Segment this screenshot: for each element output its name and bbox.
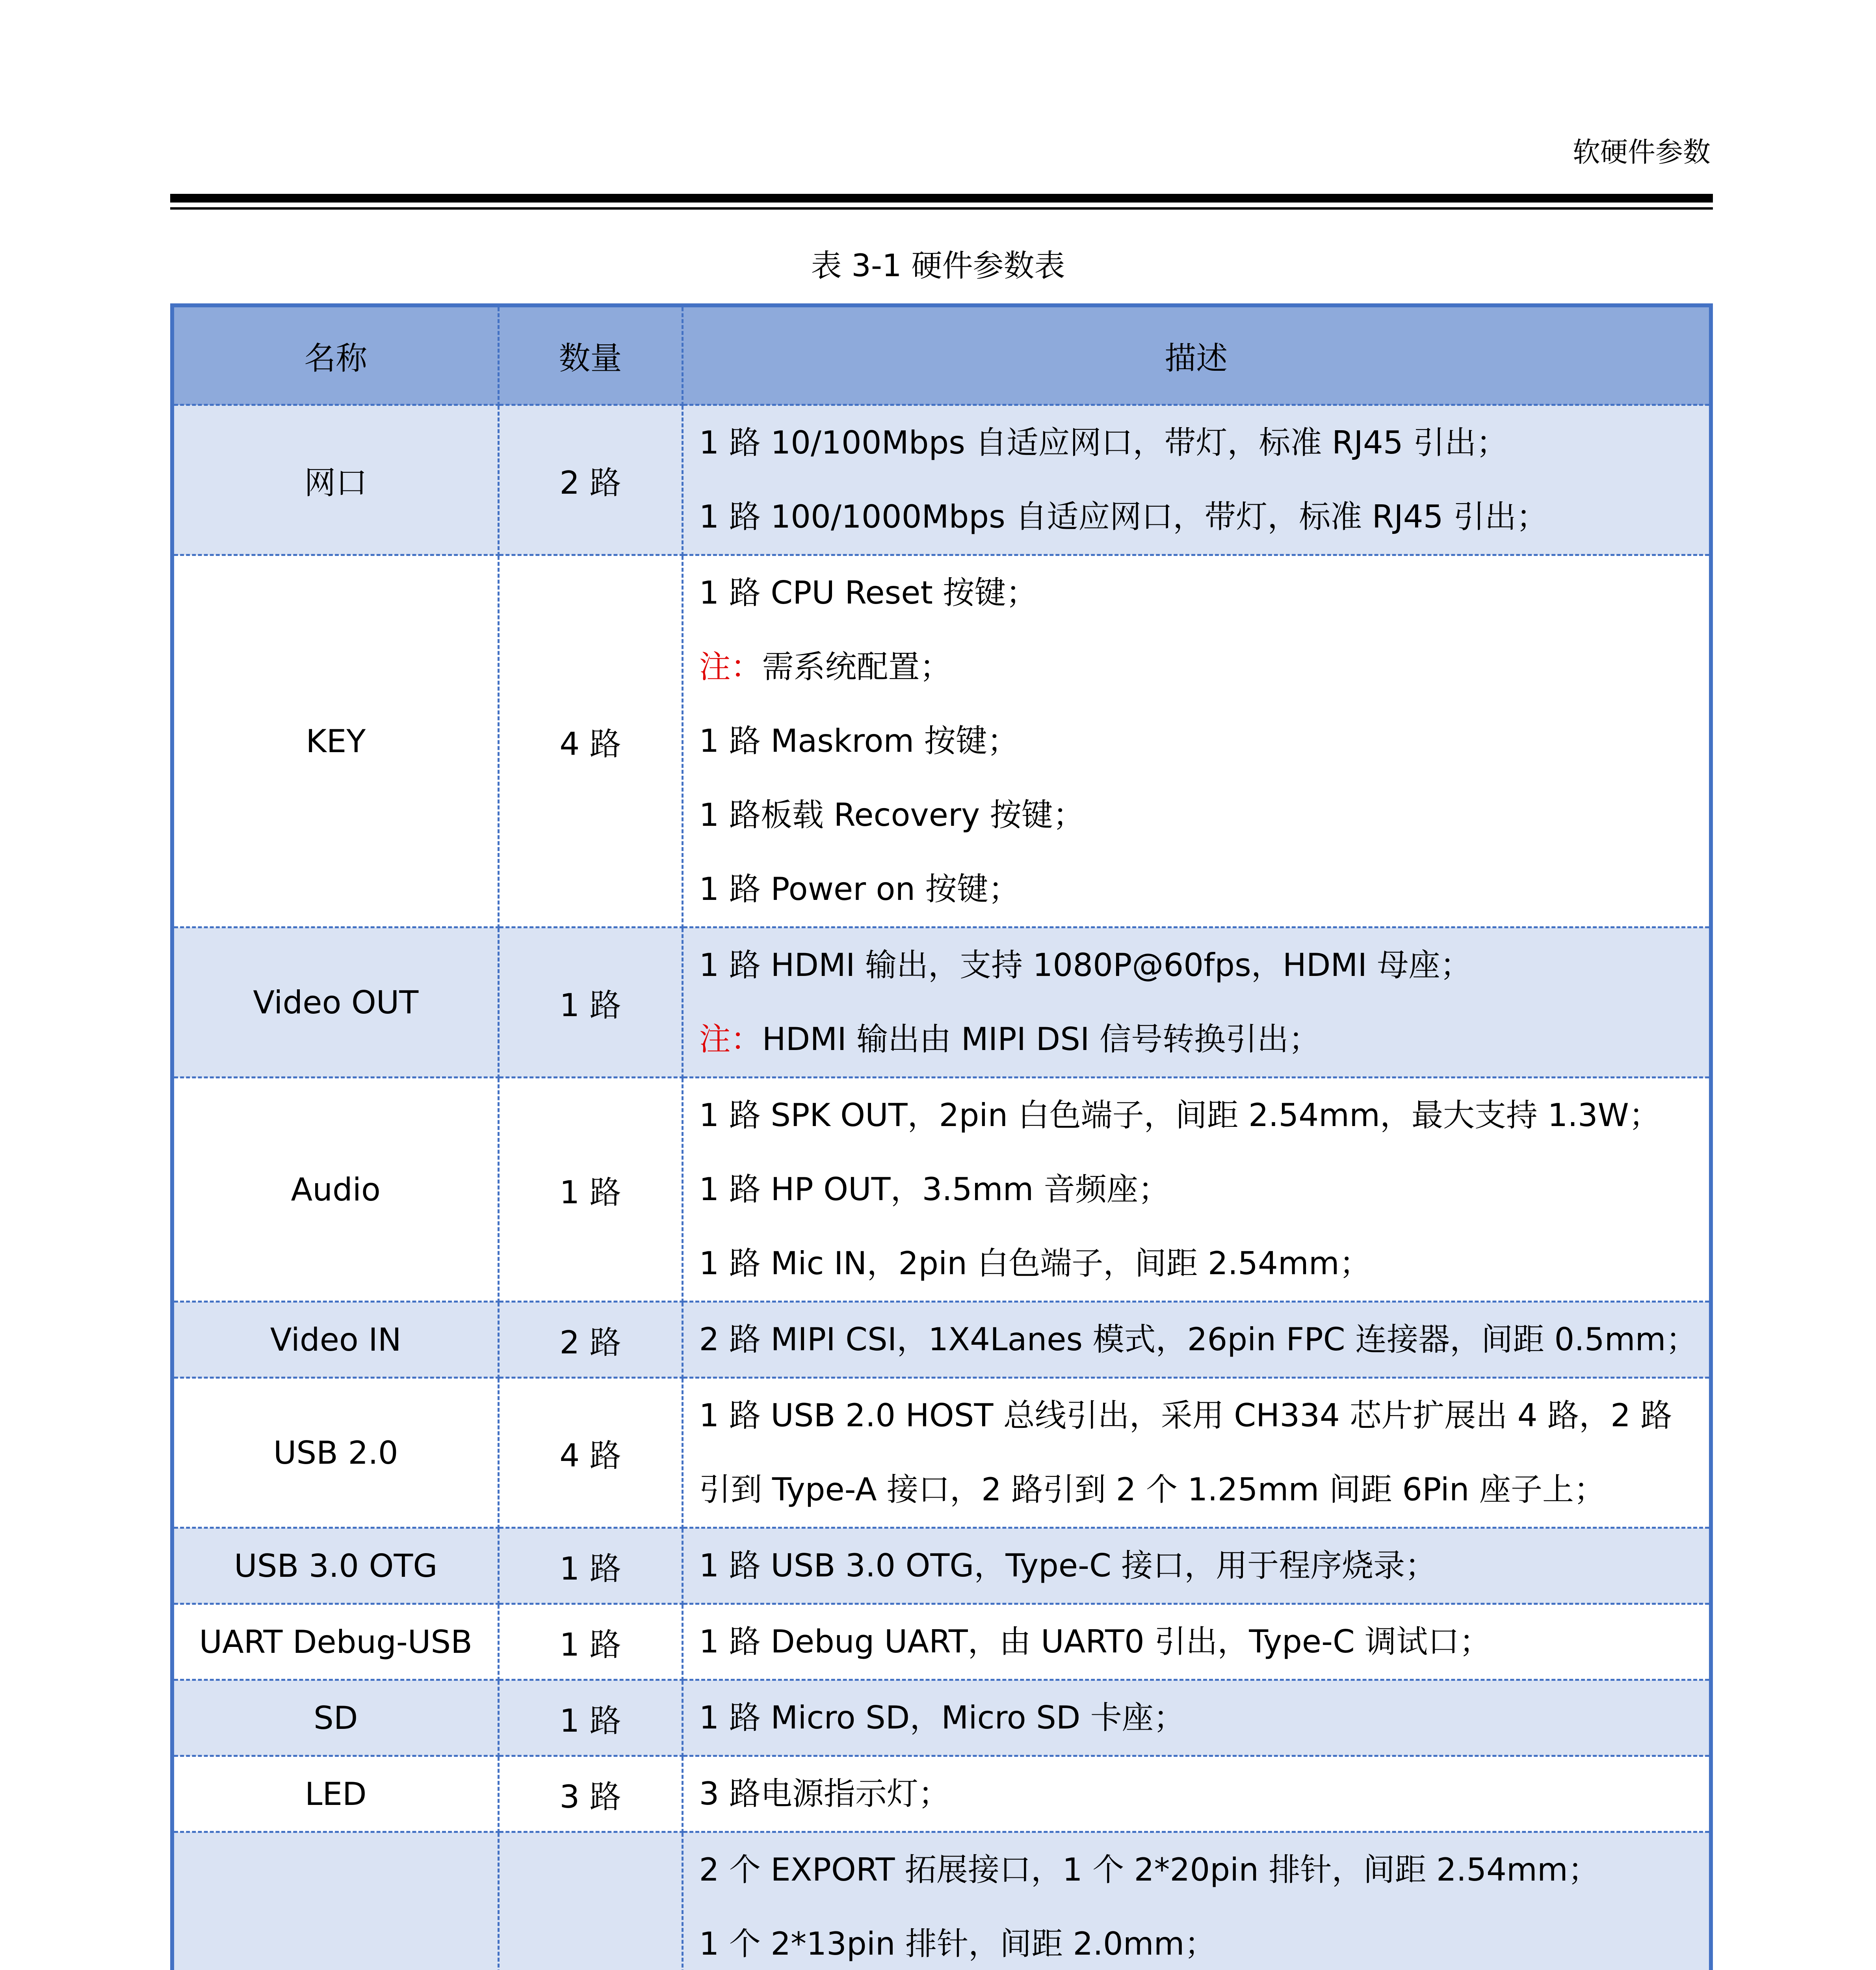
table-row — [172, 555, 1711, 927]
description-text: 2 个 EXPORT 拓展接口，1 个 2*20pin 排针，间距 2.54mm； — [699, 1851, 1599, 1888]
description-text: 1 路 SPK OUT，2pin 白色端子，间距 2.54mm，最大支持 1.3W； — [699, 1097, 1661, 1134]
description-line — [699, 778, 1694, 852]
cell-quantity: 2 路 — [498, 1302, 682, 1378]
cell-description — [682, 1604, 1711, 1680]
description-text: 1 路 USB 3.0 OTG，Type-C 接口，用于程序烧录； — [699, 1547, 1437, 1584]
section-header: 软硬件参数 — [1573, 136, 1711, 168]
cell-description — [682, 1680, 1711, 1756]
description-line — [699, 1078, 1694, 1152]
cell-name: KEY — [172, 555, 498, 927]
description-line — [699, 1529, 1694, 1603]
cell-name: Audio — [172, 1078, 498, 1302]
description-line — [699, 928, 1694, 1002]
description-text: 1 路板载 Recovery 按键； — [699, 797, 1085, 833]
cell-quantity: 3 路 — [498, 1756, 682, 1832]
description-line — [699, 556, 1694, 630]
description-line — [699, 630, 1694, 704]
header-rule-thick — [170, 194, 1713, 203]
description-text: 1 路 Micro SD，Micro SD 卡座； — [699, 1699, 1185, 1736]
description-text: 1 路 CPU Reset 按键； — [699, 574, 1038, 611]
description-text: 3 路电源指示灯； — [699, 1775, 950, 1812]
description-line — [699, 1227, 1694, 1301]
cell-name: Video IN — [172, 1302, 498, 1378]
cell-description — [682, 405, 1711, 555]
description-text: 1 路 HP OUT，3.5mm 音频座； — [699, 1171, 1170, 1208]
cell-quantity: 1 路 — [498, 1604, 682, 1680]
header-rule-thin — [170, 207, 1713, 210]
cell-name — [172, 1832, 498, 1970]
table-row — [172, 405, 1711, 555]
description-line — [699, 1605, 1694, 1679]
table-row — [172, 927, 1711, 1078]
note-label: 注： — [699, 649, 762, 685]
note-label: 注： — [699, 1021, 762, 1057]
cell-description — [682, 1528, 1711, 1604]
cell-name: USB 3.0 OTG — [172, 1528, 498, 1604]
cell-quantity: 1 路 — [498, 927, 682, 1078]
cell-description — [682, 1378, 1711, 1528]
col-header-name: 名称 — [172, 305, 498, 405]
description-text: 1 路 USB 2.0 HOST 总线引出，采用 CH334 芯片扩展出 4 路，2 路 — [699, 1397, 1672, 1434]
description-text: 1 路 10/100Mbps 自适应网口，带灯，标准 RJ45 引出； — [699, 424, 1508, 461]
table-row — [172, 1832, 1711, 1970]
cell-quantity: 1 路 — [498, 1680, 682, 1756]
description-text: 1 个 2*13pin 排针，间距 2.0mm； — [699, 1925, 1216, 1962]
table-row — [172, 1680, 1711, 1756]
cell-name: UART Debug-USB — [172, 1604, 498, 1680]
col-header-qty: 数量 — [498, 305, 682, 405]
cell-quantity: 4 路 — [498, 1378, 682, 1528]
cell-name: LED — [172, 1756, 498, 1832]
description-text: 1 路 100/1000Mbps 自适应网口，带灯，标准 RJ45 引出； — [699, 498, 1548, 535]
table-row — [172, 1078, 1711, 1302]
col-header-desc: 描述 — [682, 305, 1711, 405]
description-line — [699, 1833, 1694, 1907]
description-line — [699, 1681, 1694, 1755]
description-line — [699, 480, 1694, 554]
table-row — [172, 1378, 1711, 1528]
description-text: 1 路 Maskrom 按键； — [699, 723, 1019, 759]
cell-name: SD — [172, 1680, 498, 1756]
cell-quantity: 2 路 — [498, 405, 682, 555]
description-line — [699, 1453, 1694, 1527]
description-line — [699, 1757, 1694, 1831]
table-caption: 表 3-1 硬件参数表 — [811, 248, 1065, 284]
cell-description — [682, 1078, 1711, 1302]
description-text: 需系统配置； — [762, 649, 951, 685]
hardware-spec-table — [170, 303, 1713, 1970]
cell-quantity: 1 路 — [498, 1528, 682, 1604]
cell-description — [682, 1302, 1711, 1378]
description-line — [699, 406, 1694, 480]
cell-name: USB 2.0 — [172, 1378, 498, 1528]
description-text: 1 路 HDMI 输出，支持 1080P@60fps，HDMI 母座； — [699, 947, 1472, 983]
description-line — [699, 1303, 1698, 1377]
cell-quantity — [498, 1832, 682, 1970]
cell-quantity: 1 路 — [498, 1078, 682, 1302]
cell-name: Video OUT — [172, 927, 498, 1078]
cell-description — [682, 927, 1711, 1078]
table-row — [172, 1756, 1711, 1832]
description-line — [699, 1002, 1694, 1076]
description-text: 引到 Type-A 接口，2 路引到 2 个 1.25mm 间距 6Pin 座子上； — [699, 1471, 1606, 1508]
description-text: 2 路 MIPI CSI，1X4Lanes 模式，26pin FPC 连接器，间距 0.5mm； — [699, 1321, 1698, 1358]
description-line — [699, 704, 1694, 778]
description-line — [699, 1379, 1694, 1453]
description-line — [699, 1152, 1694, 1227]
description-text: 1 路 Power on 按键； — [699, 871, 1020, 907]
description-text: 1 路 Debug UART，由 UART0 引出，Type-C 调试口； — [699, 1623, 1491, 1660]
table-body — [172, 405, 1711, 1970]
description-line — [699, 852, 1694, 926]
description-text: 1 路 Mic IN，2pin 白色端子，间距 2.54mm； — [699, 1245, 1371, 1282]
cell-name: 网口 — [172, 405, 498, 555]
cell-description — [682, 555, 1711, 927]
table-row — [172, 1604, 1711, 1680]
description-line — [699, 1907, 1694, 1970]
cell-quantity: 4 路 — [498, 555, 682, 927]
table-row — [172, 1528, 1711, 1604]
cell-description — [682, 1756, 1711, 1832]
description-text: HDMI 输出由 MIPI DSI 信号转换引出； — [762, 1021, 1321, 1057]
cell-description — [682, 1832, 1711, 1970]
table-row — [172, 1302, 1711, 1378]
